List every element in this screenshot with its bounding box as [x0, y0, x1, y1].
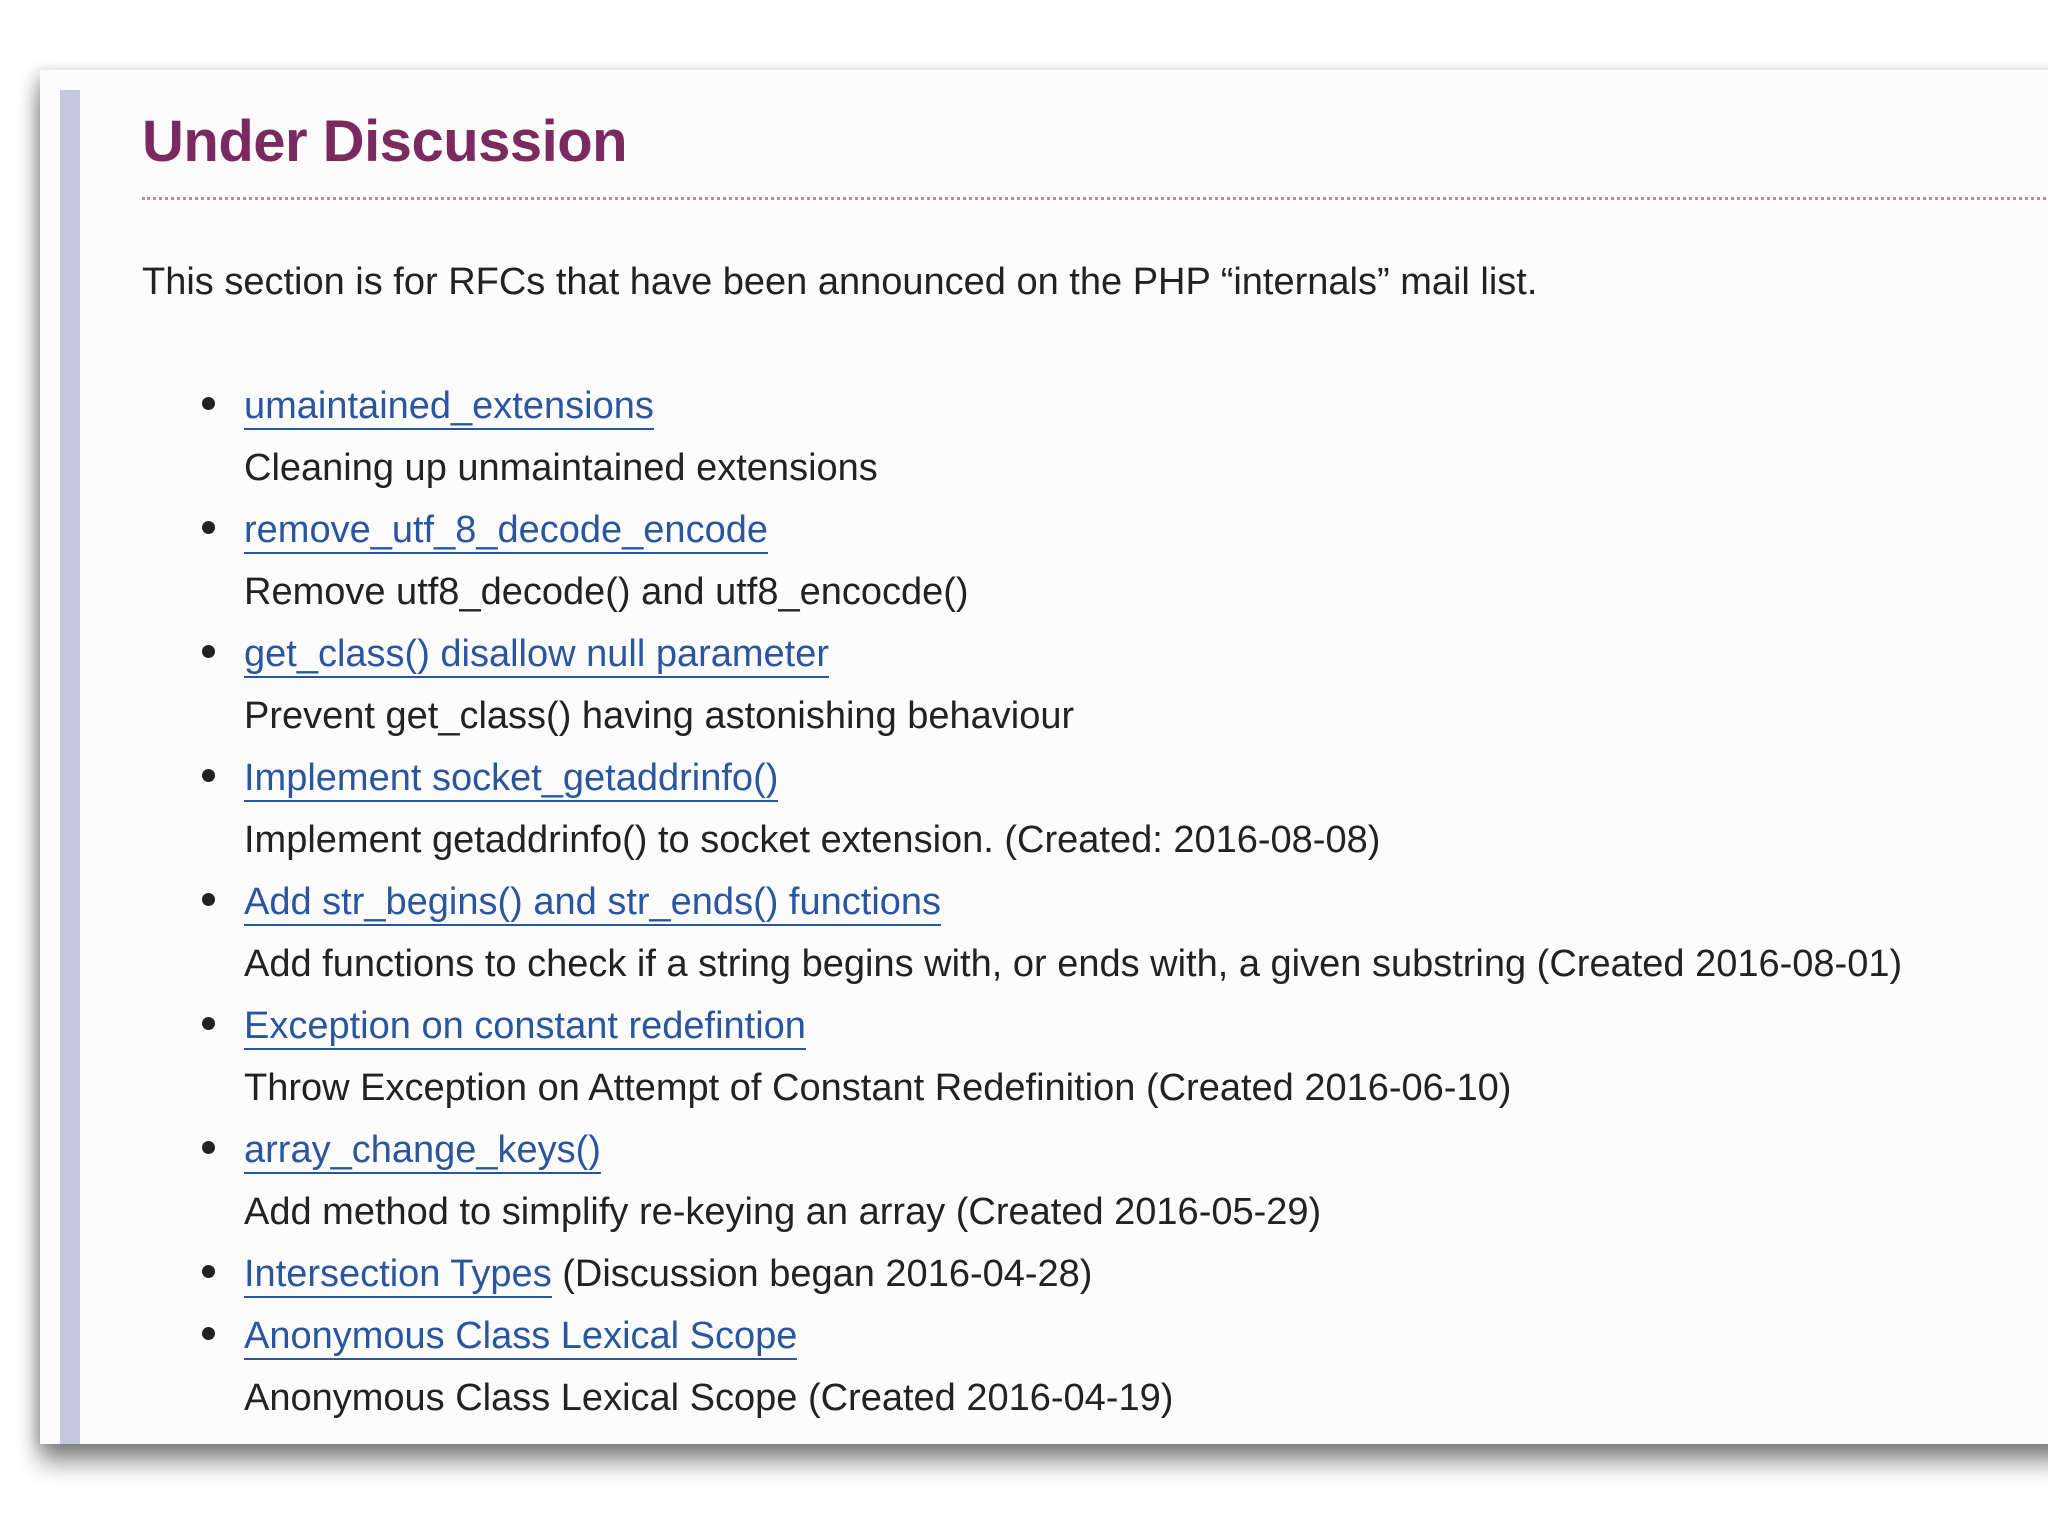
rfc-description: Anonymous Class Lexical Scope (Created 2016-04-19) [244, 1377, 1174, 1420]
rfc-list-item [142, 1243, 2048, 1305]
rfc-link[interactable]: Intersection Types [244, 1253, 552, 1298]
rfc-suffix: (Discussion began 2016-04-28) [551, 1253, 1093, 1296]
rfc-title-line [244, 747, 2048, 809]
bullet-icon [202, 1265, 215, 1278]
bullet-icon [202, 521, 215, 534]
bullet-icon [202, 1017, 215, 1030]
rfc-list-item [142, 995, 2048, 1119]
section-content [142, 106, 2048, 1429]
content-card [40, 70, 2048, 1444]
rfc-list-item [142, 1119, 2048, 1243]
rfc-list-item [142, 747, 2048, 871]
title-divider [142, 197, 2048, 200]
rfc-title-line [244, 1305, 2048, 1367]
section-intro: This section is for RFCs that have been announced on the PHP “internals” mail list. [142, 260, 1538, 303]
rfc-list [142, 375, 2048, 1429]
rfc-title-line [244, 871, 2048, 933]
rfc-description: Remove utf8_decode() and utf8_encocde() [244, 571, 969, 614]
bullet-icon [202, 769, 215, 782]
rfc-description: Implement getaddrinfo() to socket extension. (Created: 2016-08-08) [244, 819, 1381, 862]
rfc-link[interactable]: Anonymous Class Lexical Scope [244, 1315, 797, 1360]
bullet-icon [202, 397, 215, 410]
rfc-description: Add method to simplify re-keying an array (Created 2016-05-29) [244, 1191, 1322, 1234]
rfc-list-item [142, 375, 2048, 499]
rfc-title-line [244, 1243, 2048, 1305]
rfc-description: Prevent get_class() having astonishing behaviour [244, 695, 1075, 738]
rfc-title-line [244, 375, 2048, 437]
section-left-border [60, 90, 80, 1444]
rfc-list-item [142, 1305, 2048, 1429]
rfc-link[interactable]: Implement socket_getaddrinfo() [244, 757, 778, 802]
rfc-link[interactable]: array_change_keys() [244, 1129, 601, 1174]
rfc-title-line [244, 499, 2048, 561]
rfc-link[interactable]: Exception on constant redefintion [244, 1005, 806, 1050]
bullet-icon [202, 1141, 215, 1154]
rfc-title-line [244, 623, 2048, 685]
section-title: Under Discussion [142, 109, 628, 174]
bullet-icon [202, 1327, 215, 1340]
rfc-title-line [244, 995, 2048, 1057]
rfc-link[interactable]: get_class() disallow null parameter [244, 633, 829, 678]
rfc-list-item [142, 499, 2048, 623]
rfc-link[interactable]: remove_utf_8_decode_encode [244, 509, 768, 554]
rfc-list-item [142, 871, 2048, 995]
rfc-title-line [244, 1119, 2048, 1181]
rfc-link[interactable]: Add str_begins() and str_ends() functions [244, 881, 941, 926]
rfc-list-item [142, 623, 2048, 747]
rfc-description: Throw Exception on Attempt of Constant Redefinition (Created 2016-06-10) [244, 1067, 1512, 1110]
rfc-description: Add functions to check if a string begins with, or ends with, a given substring (Created 2016-08-01) [244, 943, 1903, 986]
bullet-icon [202, 645, 215, 658]
rfc-description: Cleaning up unmaintained extensions [244, 447, 878, 490]
bullet-icon [202, 893, 215, 906]
rfc-link[interactable]: umaintained_extensions [244, 385, 654, 430]
